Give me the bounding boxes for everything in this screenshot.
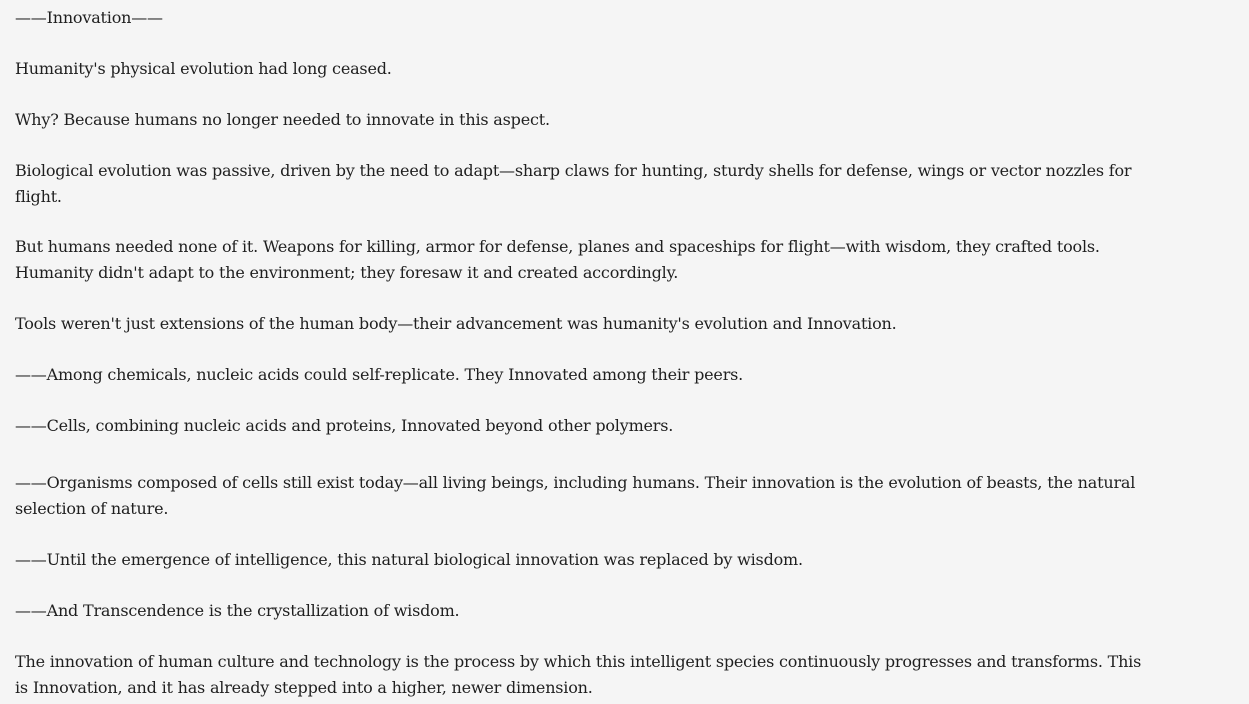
paragraph: But humans needed none of it. Weapons for killing, armor for defense, planes and spaceships for flight—with wisdom, they crafted tools. Humanity didn't adapt to the environment; they foresaw it and created accordingly.	[15, 237, 1100, 282]
paragraph: ——Cells, combining nucleic acids and proteins, Innovated beyond other polymers.	[15, 416, 674, 435]
paragraph: Why? Because humans no longer needed to innovate in this aspect.	[15, 110, 550, 129]
paragraph: ——Organisms composed of cells still exist today—all living beings, including humans. Their innovation is the evolution of beasts, the natural selection of nature.	[15, 473, 1136, 518]
section-title: ——Innovation——	[15, 8, 163, 27]
paragraph: Tools weren't just extensions of the human body—their advancement was humanity's evolution and Innovation.	[15, 314, 897, 333]
paragraph: The innovation of human culture and technology is the process by which this intelligent species continuously progresses and transforms. This is Innovation, and it has already stepped into a higher, newer dimension.	[15, 652, 1142, 697]
paragraph: ——Among chemicals, nucleic acids could self-replicate. They Innovated among their peers.	[15, 365, 744, 384]
paragraph: Biological evolution was passive, driven by the need to adapt—sharp claws for hunting, sturdy shells for defense, wings or vector nozzles for flight.	[15, 161, 1132, 206]
paragraph: ——And Transcendence is the crystallization of wisdom.	[15, 601, 460, 620]
paragraph: Humanity's physical evolution had long ceased.	[15, 59, 392, 78]
paragraph: ——Until the emergence of intelligence, this natural biological innovation was replaced by wisdom.	[15, 550, 803, 569]
